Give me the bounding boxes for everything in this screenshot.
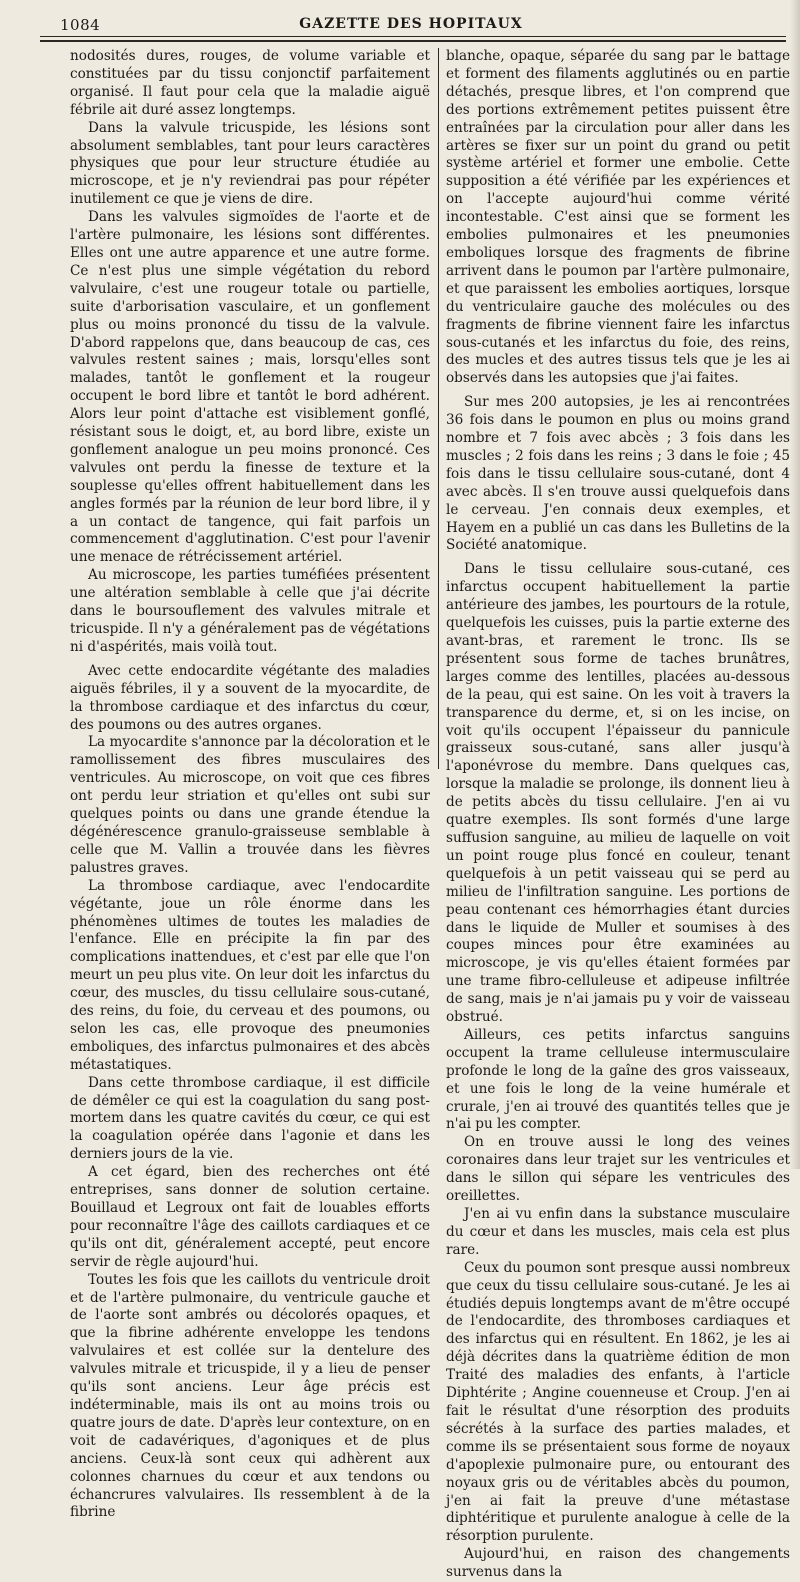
paragraph: A cet égard, bien des recherches ont été entreprises, sans donner de solution certaine. Bouillaud et Legroux ont fait de louables efforts pour reconnaître l'âge des caillots cardiaques et ce qu'ils ont dit, généralement accepté, peut encore servir de règle aujourd'hui. — [70, 1164, 430, 1270]
paragraph: Aujourd'hui, en raison des changements survenus dans la — [446, 1546, 790, 1581]
right-column — [446, 48, 790, 1581]
paragraph: blanche, opaque, séparée du sang par le battage et forment des filaments agglutinés ou en partie détachés, presque libres, et l'on comprend que des portions extrêmement petites puissent être entraînées par la circulation pour aller dans les artères se fixer sur un point du grand ou petit système artériel et former une embolie. Cette supposition a été vérifiée par les expériences et on l'accepte aujourd'hui comme vérité incontestable. C'est ainsi que se forment les embolies pulmonaires et les pneumonies emboliques lorsque des fragments de fibrine arrivent dans le poumon par l'artère pulmonaire, et que paraissent les embolies aortiques, lorsque du ventriculaire gauche des molécules ou des fragments de fibrine viennent faire les infarctus sous-cutanés et les infarctus du foie, des reins, des mucles et des autres tissus tels que je les ai observés dans les autopsies que j'ai faites. — [446, 48, 790, 387]
page-edge-shadow — [790, 0, 800, 1169]
paragraph: nodosités dures, rouges, de volume variable et constituées par du tissu conjonctif parfaitement organisé. Il faut pour cela que la maladie aiguë fébrile ait duré assez longtemps. — [70, 48, 430, 118]
paragraph: Dans cette thrombose cardiaque, il est difficile de démêler ce qui est la coagulation du sang post-mortem dans les quatre cavités du cœur, ce qui est la coagulation opérée dans l'agonie et dans les derniers jours de la vie. — [70, 1074, 430, 1163]
paragraph: Dans le tissu cellulaire sous-cutané, ces infarctus occupent habituellement la partie antérieure des jambes, les pourtours de la rotule, quelquefois les cuisses, puis la partie externe des avant-bras, et rarement le tronc. Ils se présentent sous forme de taches brunâtres, larges comme des lentilles, placées au-dessous de la peau, qui est saine. On les voit à travers la transparence du derme, et, si on les incise, on voit qu'ils occupent l'épaisseur du pannicule graisseux sous-cutané, sans aller jusqu'à l'aponévrose du membre. Dans quelques cas, lorsque la maladie se prolonge, ils donnent lieu à de petits abcès du tissu cellulaire. J'en ai vu quatre exemples. Ils sont formés d'une large suffusion sanguine, au milieu de laquelle on voit un point rouge plus foncé en couleur, tenant quelquefois à un petit vaisseau qui se perd au milieu de l'infiltration sanguine. Les portions de peau contenant ces hémorrhagies étant durcies dans le liquide de Muller et soumises à des coupes minces pour être examinées au microscope, je vis qu'elles étaient formées par une trame fibro-celluleuse et adipeuse infiltrée de sang, mais je n'ai jamais pu y voir de vaisseau obstrué. — [446, 561, 790, 1026]
paragraph: Dans les valvules sigmoïdes de l'aorte et de l'artère pulmonaire, les lésions sont différentes. Elles ont une autre apparence et une autre forme. Ce n'est plus une simple végétation du rebord valvulaire, c'est une rougeur totale ou partielle, suite d'arborisation vasculaire, et un gonflement plus ou moins prononcé du tissu de la valvule. D'abord rappelons que, dans beaucoup de cas, ces valvules restent saines ; mais, lorsqu'elles sont malades, tantôt le gonflement et la rougeur occupent le bord libre et tantôt le bord adhérent. Alors leur point d'attache est visiblement gonflé, résistant sous le doigt, et, au bord libre, existe un gonflement analogue un peu moins prononcé. Ces valvules ont perdu la finesse de texture et la souplesse qu'elles offrent habituellement dans les angles formés par la réunion de leur bord libre, il y a un contact de tangence, qui fait parfois un commencement d'agglutination. C'est pour l'avenir une menace de rétrécissement artériel. — [70, 209, 430, 566]
left-column — [70, 48, 430, 1521]
paragraph: On en trouve aussi le long des veines coronaires dans leur trajet sur les ventricules et dans le sillon qui sépare les ventricules des oreillettes. — [446, 1134, 790, 1205]
paragraph: Au microscope, les parties tuméfiées présentent une altération semblable à celle que j'ai décrite dans le boursouflement des valvules mitrale et tricuspide. Il n'y a généralement pas de végétations ni d'aspérités, mais voilà tout. — [70, 567, 430, 655]
running-title: GAZETTE DES HOPITAUX — [299, 16, 523, 32]
paragraph: La myocardite s'annonce par la décoloration et le ramollissement des fibres musculaires des ventricules. Au microscope, on voit que ces fibres ont perdu leur striation et qu'elles ont subi sur quelques points ou dans une grande étendue la dégénérescence granulo-graisseuse semblable à celle que M. Vallin a trouvée dans les fièvres palustres graves. — [70, 734, 430, 876]
paragraph: La thrombose cardiaque, avec l'endocardite végétante, joue un rôle énorme dans les phénomènes ultimes de toutes les maladies de l'enfance. Elle en précipite la fin par des complications inattendues, et c'est par elle que l'on meurt un peu plus vite. On leur doit les infarctus du cœur, des muscles, du tissu cellulaire sous-cutané, des reins, du foie, du cerveau et des poumons, ou selon les cas, elle provoque des pneumonies emboliques, des infarctus pulmonaires et des abcès métastatiques. — [70, 877, 430, 1073]
paragraph: Toutes les fois que les caillots du ventricule droit et de l'artère pulmonaire, du ventricule gauche et de l'aorte sont ambrés ou décolorés opaques, et que la fibrine adhérente enveloppe les tendons valvulaires et est collée sur la dentelure des valvules mitrale et tricuspide, il y a lieu de penser qu'ils sont anciens. Leur âge précis est indéterminable, mais ils ont au moins trois ou quatre jours de date. D'après leur contexture, on en voit de cadavériques, d'agoniques et de plus anciens. Ceux-là sont ceux qui adhèrent aux colonnes charnues du cœur et aux tendons ou échancrures valvulaires. Ils ressemblent à de la fibrine — [70, 1271, 430, 1521]
header-rule — [40, 36, 786, 37]
column-divider — [438, 48, 439, 769]
paragraph: Ailleurs, ces petits infarctus sanguins occupent la trame celluleuse intermusculaire profonde le long de la gaîne des gros vaisseaux, et une fois le long de la veine humérale et crurale, j'en ai trouvé des quantités telles que je n'ai pu les compter. — [446, 1026, 790, 1133]
header-rule-thick — [40, 40, 786, 42]
paragraph: J'en ai vu enfin dans la substance musculaire du cœur et dans les muscles, mais cela est plus rare. — [446, 1206, 790, 1258]
paragraph: Sur mes 200 autopsies, je les ai rencontrées 36 fois dans le poumon en plus ou moins grand nombre et 7 fois avec abcès ; 3 fois dans les muscles ; 2 fois dans les reins ; 3 dans le foie ; 45 fois dans le tissu cellulaire sous-cutané, dont 4 avec abcès. Il s'en trouve aussi quelquefois dans le cerveau. J'en connais deux exemples, et Hayem en a publié un cas dans les Bulletins de la Société anatomique. — [446, 394, 790, 554]
paragraph: Ceux du poumon sont presque aussi nombreux que ceux du tissu cellulaire sous-cutané. Je les ai étudiés depuis longtemps avant de m'être occupé de l'endocardite, des thromboses cardiaques et des infarctus qui en résultent. En 1862, je les ai déjà décrites dans la quatrième édition de mon Traité des maladies des enfants, à l'article Diphtérite ; Angine couenneuse et Croup. J'en ai fait le résultat d'une résorption des produits sécrétés à la surface des parties malades, et comme ils se présentaient sous forme de noyaux d'apoplexie pulmonaire pure, ou entourant des noyaux gris ou de véritables abcès du poumon, j'en ai fait la preuve d'une métastase diphtéritique et purulente analogue à celle de la résorption purulente. — [446, 1259, 790, 1545]
page-number: 1084 — [60, 16, 101, 34]
paragraph: Avec cette endocardite végétante des maladies aiguës fébriles, il y a souvent de la myocardite, de la thrombose cardiaque et des infarctus du cœur, des poumons ou des autres organes. — [70, 662, 430, 733]
paragraph: Dans la valvule tricuspide, les lésions sont absolument semblables, tant pour leurs caractères physiques que pour leur structure étudiée au microscope, et je n'y reviendrai pas pour répéter inutilement ce que je viens de dire. — [70, 119, 430, 208]
